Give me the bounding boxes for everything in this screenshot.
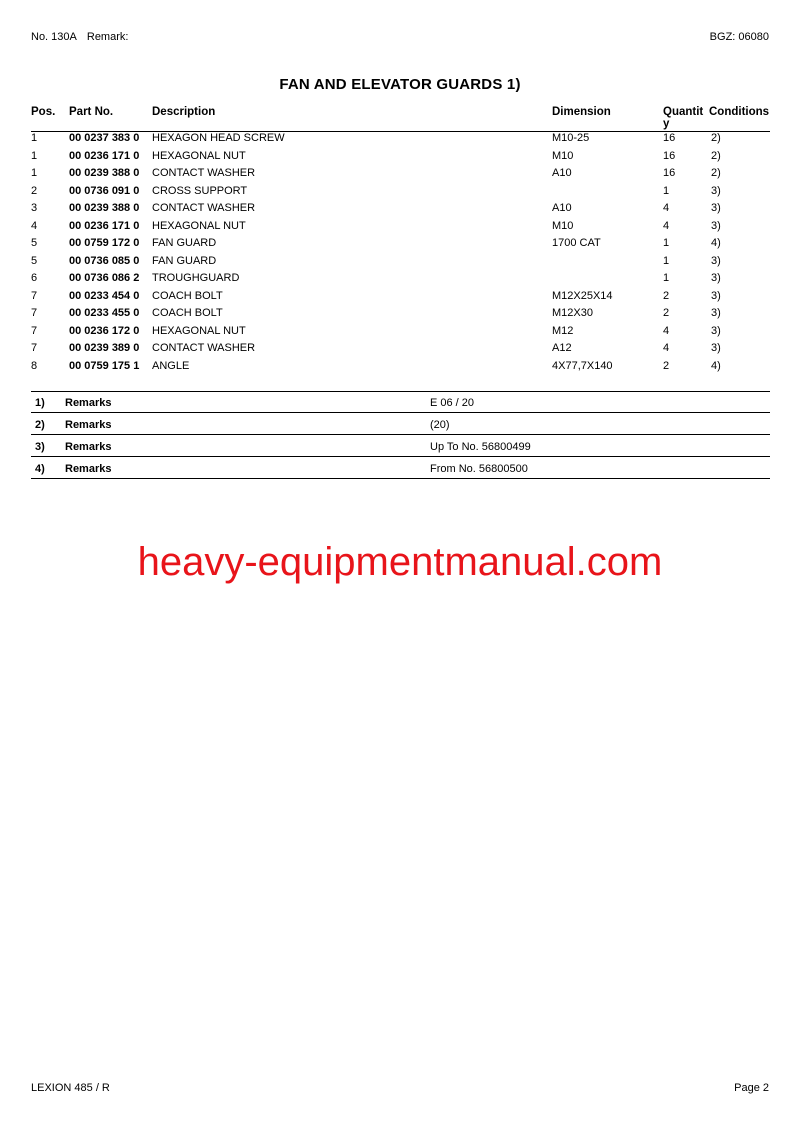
- table-row: [0, 307, 800, 325]
- row-description: COACH BOLT: [152, 289, 223, 302]
- row-pos: 5: [31, 254, 38, 267]
- row-dimension: 4X77,7X140: [552, 359, 613, 372]
- table-row: [0, 167, 800, 185]
- footer-model: LEXION 485 / R: [31, 1082, 110, 1094]
- row-part-no: 00 0239 389 0: [69, 342, 140, 354]
- row-dimension: A10: [552, 202, 572, 214]
- row-description: CONTACT WASHER: [152, 202, 256, 214]
- row-description: FAN GUARD: [152, 237, 217, 249]
- row-pos: 7: [31, 342, 38, 354]
- row-description: CONTACT WASHER: [152, 167, 256, 179]
- remark-number: 4): [35, 463, 45, 475]
- row-description: CONTACT WASHER: [152, 342, 256, 354]
- row-quantity: 16: [663, 149, 676, 162]
- row-description: CROSS SUPPORT: [152, 184, 248, 197]
- row-pos: 1: [31, 132, 38, 144]
- row-condition: 3): [711, 342, 721, 354]
- remark-value: E 06 / 20: [430, 397, 475, 409]
- col-header-description: Description: [152, 106, 216, 118]
- row-condition: 3): [711, 202, 721, 214]
- row-quantity: 2: [663, 307, 670, 319]
- col-header-pos: Pos.: [31, 106, 56, 118]
- row-pos: 7: [31, 324, 38, 337]
- row-description: HEXAGONAL NUT: [152, 219, 246, 232]
- row-part-no: 00 0239 388 0: [69, 167, 140, 179]
- row-pos: 1: [31, 149, 38, 162]
- remark-number: 2): [35, 419, 45, 431]
- row-quantity: 2: [663, 359, 670, 372]
- row-condition: 3): [711, 254, 721, 267]
- row-pos: 5: [31, 237, 38, 249]
- remark-label: Remark:: [86, 31, 129, 43]
- row-quantity: 4: [663, 202, 670, 214]
- row-dimension: 1700 CAT: [552, 237, 601, 249]
- row-condition: 2): [711, 149, 721, 162]
- remark-label: Remarks: [65, 419, 112, 431]
- row-quantity: 1: [663, 272, 670, 284]
- col-header-quantity: Quantity: [663, 106, 704, 130]
- row-pos: 7: [31, 289, 38, 302]
- row-pos: 4: [31, 219, 38, 232]
- table-row: [0, 360, 800, 378]
- row-condition: 4): [711, 359, 721, 372]
- row-quantity: 2: [663, 289, 670, 302]
- row-pos: 3: [31, 202, 38, 214]
- table-row: [0, 272, 800, 290]
- doc-number: No. 130A: [31, 31, 77, 43]
- bgz-code: BGZ: 06080: [709, 31, 769, 43]
- row-part-no: 00 0239 388 0: [69, 202, 140, 214]
- col-header-conditions: Conditions: [709, 106, 770, 118]
- row-quantity: 1: [663, 237, 670, 249]
- remark-label: Remarks: [65, 441, 112, 453]
- col-header-part-no: Part No.: [69, 106, 114, 118]
- row-part-no: 00 0236 171 0: [69, 149, 140, 162]
- table-row: [0, 202, 800, 220]
- row-dimension: M10-25: [552, 132, 590, 144]
- row-part-no: 00 0759 172 0: [69, 237, 140, 249]
- row-condition: 4): [711, 237, 721, 249]
- table-row: [0, 255, 800, 273]
- watermark-text: heavy-equipmentmanual.com: [137, 540, 663, 584]
- table-row: [0, 150, 800, 168]
- row-quantity: 4: [663, 324, 670, 337]
- row-description: HEXAGONAL NUT: [152, 324, 246, 337]
- row-condition: 2): [711, 132, 721, 144]
- remark-row: [31, 413, 770, 435]
- row-description: ANGLE: [152, 359, 190, 372]
- table-row: [0, 290, 800, 308]
- row-pos: 7: [31, 307, 38, 319]
- row-part-no: 00 0236 172 0: [69, 324, 140, 337]
- row-quantity: 1: [663, 184, 670, 197]
- table-row: [0, 325, 800, 343]
- remark-number: 1): [35, 397, 45, 409]
- row-quantity: 16: [663, 167, 676, 179]
- row-condition: 3): [711, 289, 721, 302]
- row-condition: 3): [711, 272, 721, 284]
- page-title: FAN AND ELEVATOR GUARDS 1): [279, 76, 521, 93]
- table-row: [0, 237, 800, 255]
- row-part-no: 00 0736 086 2: [69, 272, 140, 284]
- row-dimension: M12X25X14: [552, 289, 613, 302]
- row-pos: 2: [31, 184, 38, 197]
- col-header-dimension: Dimension: [552, 106, 611, 118]
- row-dimension: M10: [552, 149, 574, 162]
- row-dimension: A10: [552, 167, 572, 179]
- table-row: [0, 132, 800, 150]
- row-part-no: 00 0233 455 0: [69, 307, 140, 319]
- row-part-no: 00 0736 091 0: [69, 184, 140, 197]
- table-row: [0, 220, 800, 238]
- row-quantity: 4: [663, 342, 670, 354]
- row-description: HEXAGON HEAD SCREW: [152, 132, 285, 144]
- row-description: COACH BOLT: [152, 307, 223, 319]
- row-pos: 8: [31, 359, 38, 372]
- row-description: HEXAGONAL NUT: [152, 149, 246, 162]
- row-part-no: 00 0736 085 0: [69, 254, 140, 267]
- row-part-no: 00 0237 383 0: [69, 132, 140, 144]
- row-pos: 1: [31, 167, 38, 179]
- row-dimension: M12: [552, 324, 574, 337]
- footer-page: Page 2: [734, 1082, 769, 1094]
- table-row: [0, 342, 800, 360]
- row-dimension: M12X30: [552, 307, 593, 319]
- row-pos: 6: [31, 272, 38, 284]
- row-condition: 3): [711, 184, 721, 197]
- row-condition: 2): [711, 167, 721, 179]
- parts-table: [0, 132, 800, 377]
- remark-value: Up To No. 56800499: [430, 441, 531, 453]
- header-left: [31, 31, 128, 43]
- row-part-no: 00 0236 171 0: [69, 219, 140, 232]
- row-dimension: A12: [552, 342, 572, 354]
- row-condition: 3): [711, 219, 721, 232]
- row-part-no: 00 0759 175 1: [69, 359, 140, 372]
- row-condition: 3): [711, 307, 721, 319]
- row-description: TROUGHGUARD: [152, 272, 240, 284]
- table-row: [0, 185, 800, 203]
- remark-row: [31, 457, 770, 479]
- remark-value: From No. 56800500: [430, 463, 528, 475]
- remark-value: (20): [430, 419, 450, 431]
- row-condition: 3): [711, 324, 721, 337]
- row-part-no: 00 0233 454 0: [69, 289, 140, 302]
- row-quantity: 16: [663, 132, 676, 144]
- row-description: FAN GUARD: [152, 254, 217, 267]
- row-dimension: M10: [552, 219, 574, 232]
- remark-label: Remarks: [65, 463, 112, 475]
- remark-row: [31, 391, 770, 413]
- remarks-table: [31, 391, 770, 479]
- remark-row: [31, 435, 770, 457]
- remark-number: 3): [35, 441, 45, 453]
- row-quantity: 4: [663, 219, 670, 232]
- remark-label: Remarks: [65, 397, 112, 409]
- row-quantity: 1: [663, 254, 670, 267]
